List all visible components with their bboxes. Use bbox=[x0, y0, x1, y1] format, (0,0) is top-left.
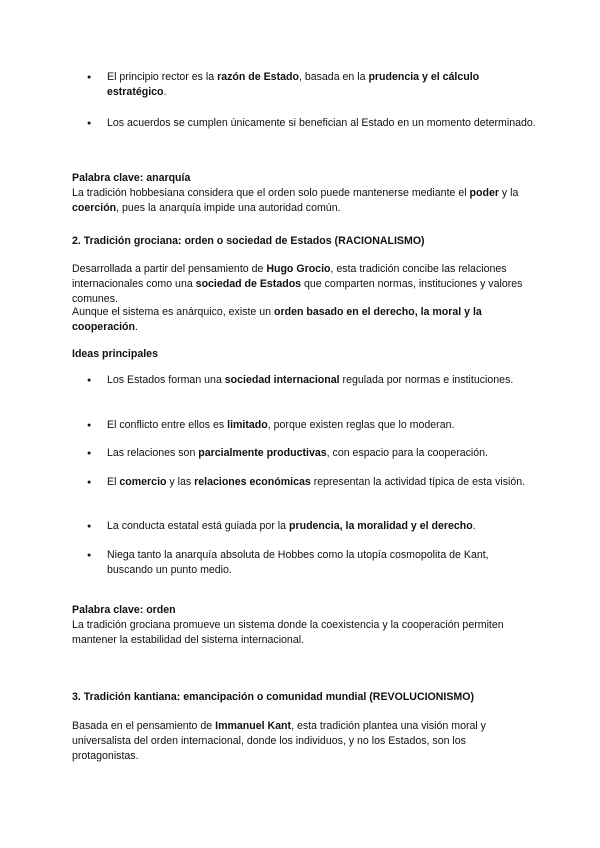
bold-text: relaciones económicas bbox=[194, 476, 311, 488]
bold-text: prudencia, la moralidad y el derecho bbox=[289, 520, 473, 532]
bold-text: Immanuel Kant bbox=[215, 720, 292, 732]
keyword-orden-label: Palabra clave: orden bbox=[72, 604, 176, 616]
list-item: ● El conflicto entre ellos es limitado, porque existen reglas que lo moderan. bbox=[107, 418, 537, 433]
bold-text: prudencia y el cálculo estratégico bbox=[107, 71, 480, 98]
bold-text: razón de Estado bbox=[217, 71, 299, 83]
list-item: ● El comercio y las relaciones económicas representan la actividad típica de esta visión. bbox=[107, 475, 537, 490]
bold-text: sociedad de Estados bbox=[195, 278, 302, 290]
bold-text: comercio bbox=[119, 476, 167, 488]
list-item: ● Los Estados forman una sociedad internacional regulada por normas e instituciones. bbox=[107, 373, 537, 388]
bold-text: Hugo Grocio bbox=[266, 263, 331, 275]
bold-text: coerción bbox=[72, 202, 117, 214]
keyword-orden-text: La tradición grociana promueve un sistema donde la coexistencia y la cooperación permiten mantener la estabilidad del sistema internacional. bbox=[72, 619, 504, 646]
bold-text: parcialmente productivas bbox=[198, 447, 327, 459]
list-item: ● El principio rector es la razón de Estado, basada en la prudencia y el cálculo estratégico. bbox=[107, 70, 537, 100]
section3-title: 3. Tradición kantiana: emancipación o comunidad mundial (REVOLUCIONISMO) bbox=[72, 691, 475, 703]
bold-text: orden basado en el derecho, la moral y la cooperación bbox=[72, 306, 482, 333]
bold-text: sociedad internacional bbox=[224, 374, 340, 386]
list-item: ● La conducta estatal está guiada por la prudencia, la moralidad y el derecho. bbox=[107, 519, 537, 534]
keyword-anarquia-label: Palabra clave: anarquía bbox=[72, 172, 191, 184]
list-item: ● Las relaciones son parcialmente productivas, con espacio para la cooperación. bbox=[107, 446, 537, 461]
section2-intro: Desarrollada a partir del pensamiento de Hugo Grocio, esta tradición concibe las relaciones internacionales como una sociedad de Estados que comparten normas, instituciones y valores comunes. bbox=[72, 263, 523, 305]
bold-text: poder bbox=[469, 187, 499, 199]
section2-intro-2: Aunque el sistema es anárquico, existe un orden basado en el derecho, la moral y la cooperación. bbox=[72, 306, 482, 333]
keyword-anarquia-text: La tradición hobbesiana considera que el orden solo puede mantenerse mediante el poder y la coerción, pues la anarquía impide una autoridad común. bbox=[72, 187, 519, 214]
section3-intro: Basada en el pensamiento de Immanuel Kant, esta tradición plantea una visión moral y universalista del orden internacional, donde los individuos, y no los Estados, son los protagonistas. bbox=[72, 720, 486, 762]
list-item: ● Niega tanto la anarquía absoluta de Hobbes como la utopía cosmopolita de Kant, buscando un punto medio. bbox=[107, 548, 537, 578]
ideas-principales-label: Ideas principales bbox=[72, 348, 158, 360]
section2-title: 2. Tradición grociana: orden o sociedad de Estados (RACIONALISMO) bbox=[72, 235, 425, 247]
list-item: ● Los acuerdos se cumplen únicamente si benefician al Estado en un momento determinado. bbox=[107, 116, 537, 131]
bold-text: limitado bbox=[227, 419, 268, 431]
